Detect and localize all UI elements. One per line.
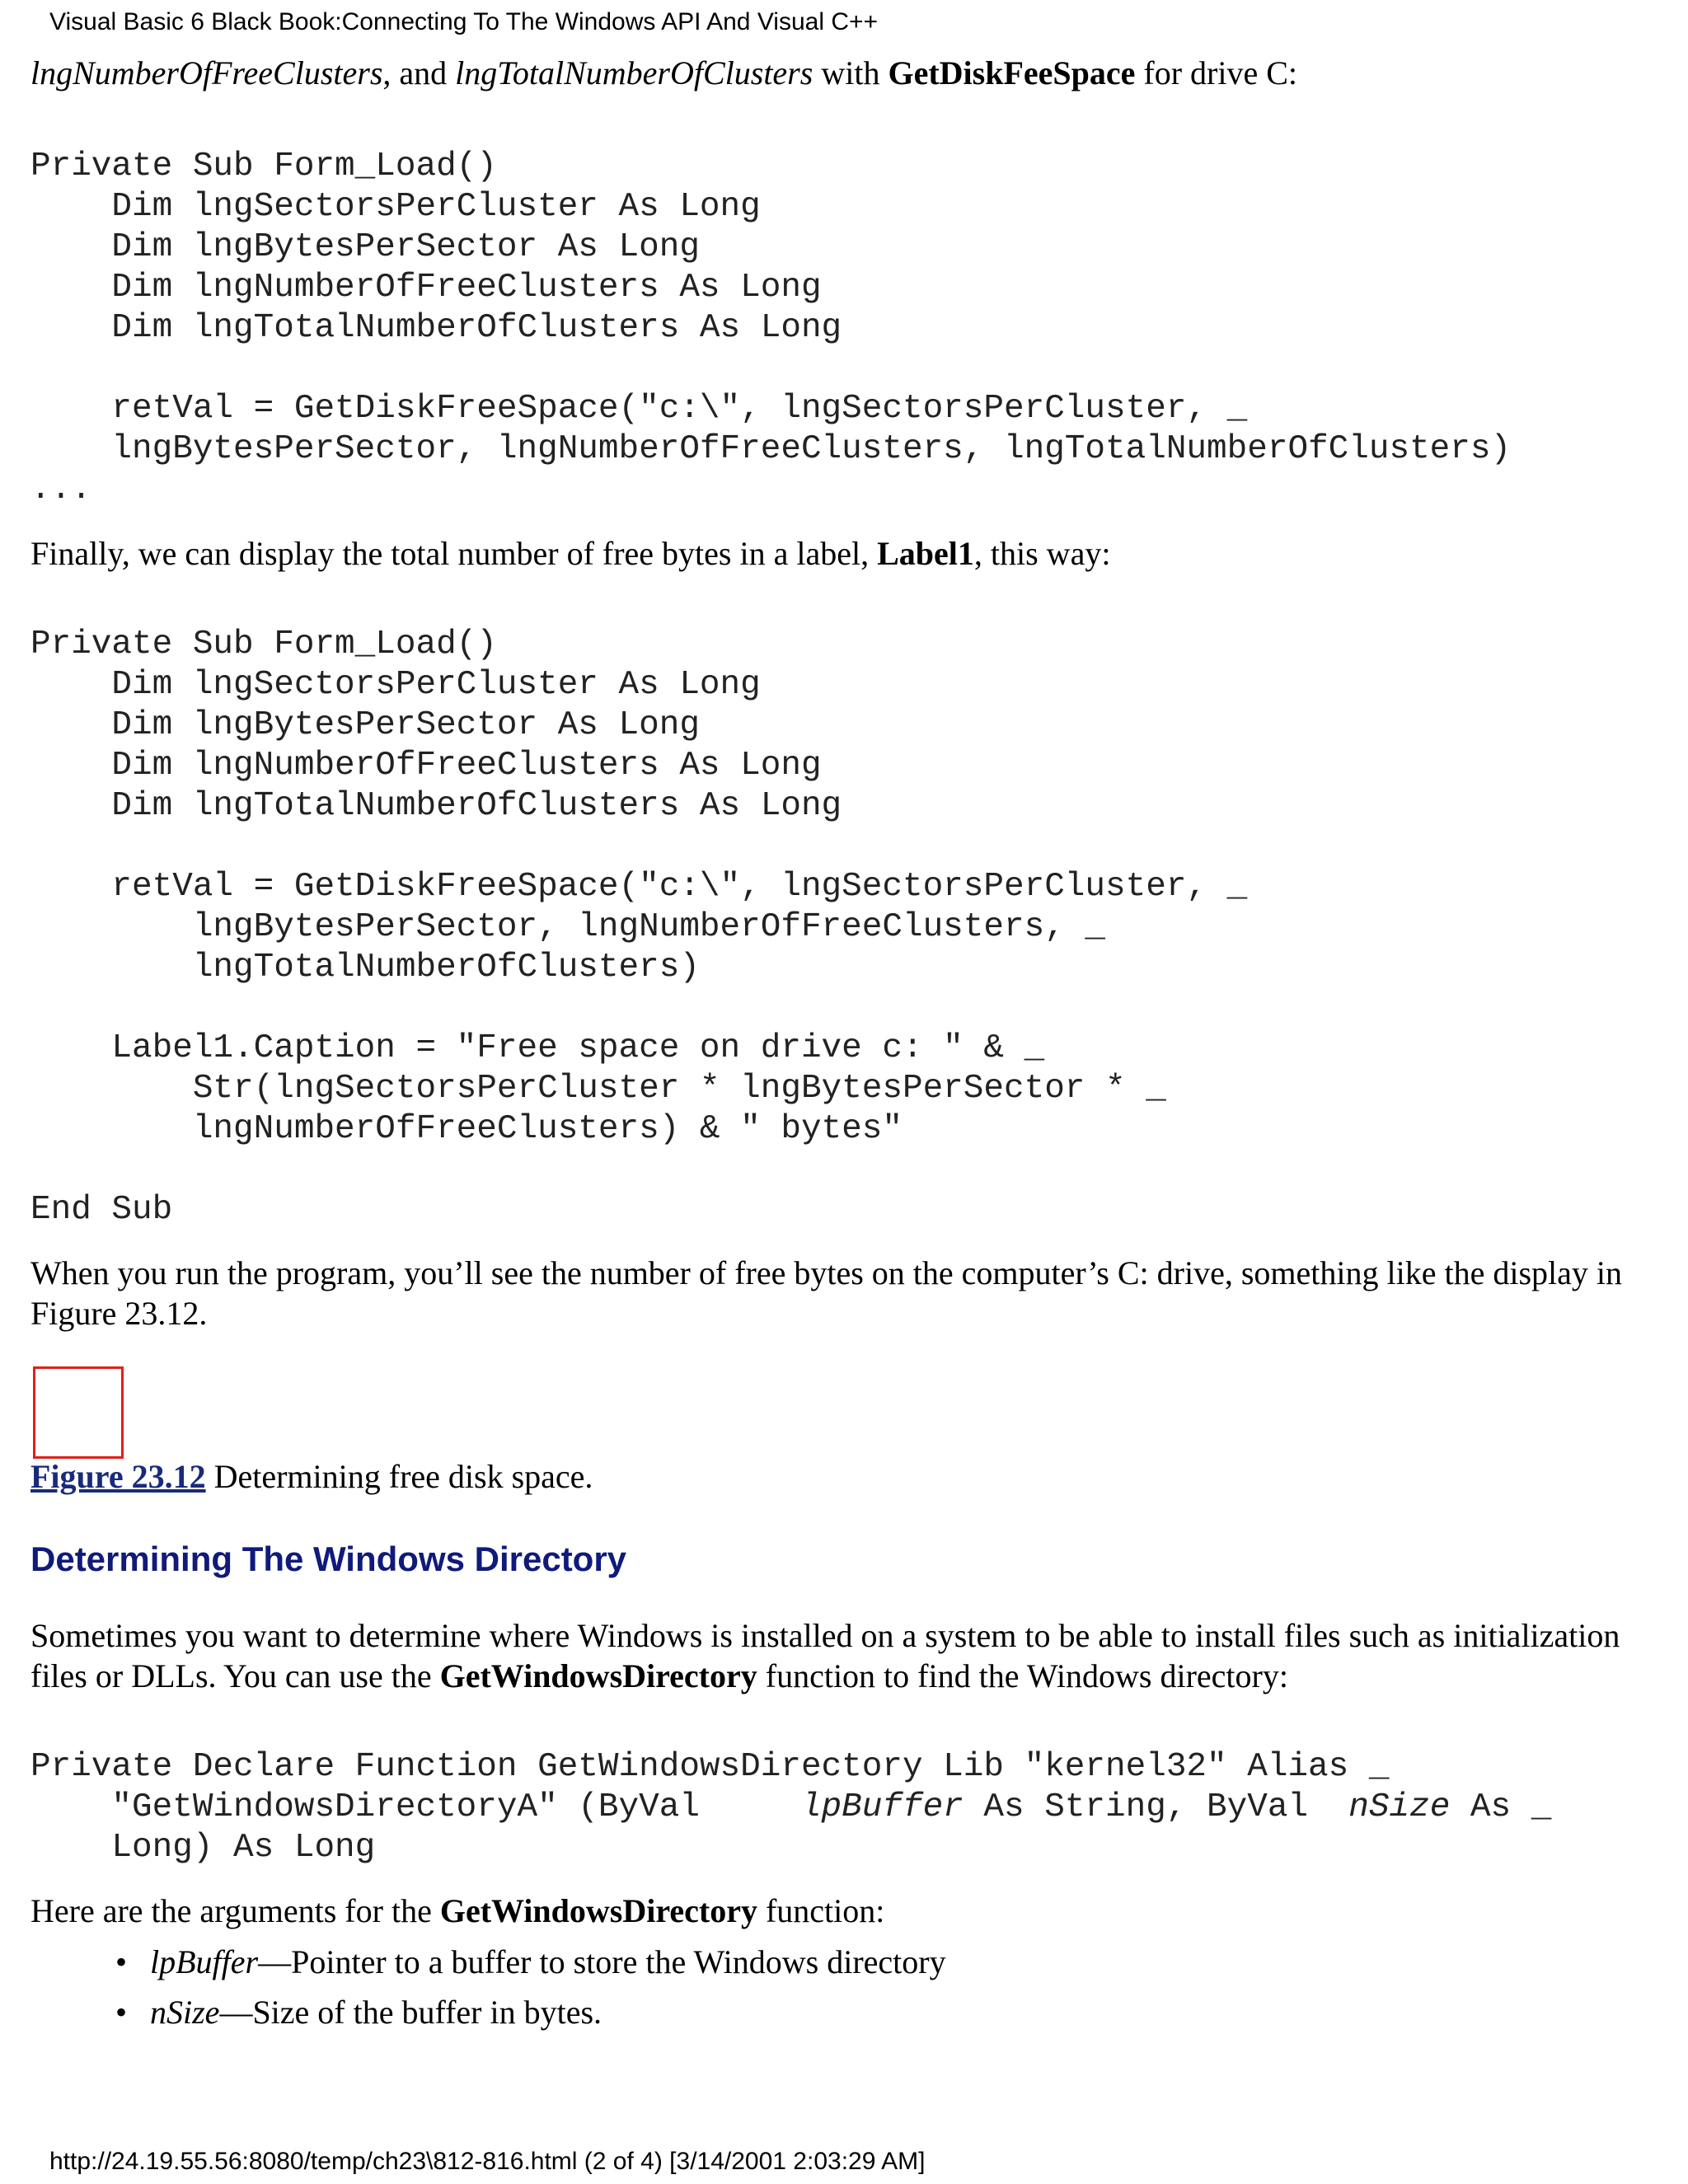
- function-name-getwindowsdirectory: GetWindowsDirectory: [439, 1657, 757, 1694]
- label-text-1: Finally, we can display the total number of free bytes in a label,: [30, 535, 878, 572]
- label1-name: Label1: [877, 535, 974, 572]
- code-block-form-load-2: Private Sub Form_Load() Dim lngSectorsPerCluster As Long Dim lngBytesPerSector As Long Dim lngNumberOfFreeClusters As Long Dim lngTotalNumberOfClusters As Long retVal = GetDiskFreeSpace("c:\", lngSectorsPerCluster, _ lngBytesPerSector, lngNumberOfFreeClusters, _ lngTotalNumberOfClusters) Label1.Caption = "Free space on drive c: " & _ Str(lngSectorsPerCluster * lngBytesPerSector * _ lngNumberOfFreeClusters) & " bytes" End Sub: [30, 626, 1248, 1229]
- declare-line-2b: As String, ByVal: [963, 1788, 1349, 1826]
- declare-line-3: Long) As Long: [30, 1829, 376, 1867]
- declare-line-1: Private Declare Function GetWindowsDirectory Lib "kernel32" Alias _: [30, 1748, 1390, 1786]
- windir-text-2: function to find the Windows directory:: [757, 1657, 1288, 1694]
- page-footer-url: http://24.19.55.56:8080/temp/ch23\812-816.html (2 of 4) [3/14/2001 2:03:29 AM]: [49, 2148, 926, 2175]
- intro-text-3: for drive C:: [1135, 54, 1298, 91]
- label-text-2: , this way:: [973, 535, 1111, 572]
- figure-link[interactable]: Figure 23.12: [30, 1458, 206, 1495]
- figure-caption: [30, 1457, 593, 1497]
- intro-text-2: with: [813, 54, 889, 91]
- windir-paragraph: [30, 1615, 1646, 1696]
- intro-text-1: , and: [382, 54, 456, 91]
- arg-desc: —Pointer to a buffer to store the Windows directory: [258, 1943, 946, 1980]
- function-name-getdiskfeespace: GetDiskFeeSpace: [888, 54, 1136, 91]
- page-header-title: Visual Basic 6 Black Book:Connecting To The Windows API And Visual C++: [49, 8, 879, 35]
- list-item: [115, 1937, 946, 1987]
- var-total-clusters: lngTotalNumberOfClusters: [455, 54, 814, 91]
- args-paragraph: [30, 1891, 1646, 1931]
- windir-text-1: Sometimes you want to determine where Windows is installed on a system to be able to install files such as initialization files or DLLs. You can use the: [30, 1617, 1620, 1694]
- declare-line-2c: As _: [1450, 1788, 1552, 1826]
- code-block-form-load-1: Private Sub Form_Load() Dim lngSectorsPerCluster As Long Dim lngBytesPerSector As Long Dim lngNumberOfFreeClusters As Long Dim lngTotalNumberOfClusters As Long retVal = GetDiskFreeSpace("c:\", lngSectorsPerCluster, _ lngBytesPerSector, lngNumberOfFreeClusters, lngTotalNumberOfClusters) ...: [30, 148, 1512, 509]
- param-lpbuffer: lpBuffer: [800, 1788, 964, 1826]
- param-nsize: nSize: [1348, 1788, 1451, 1826]
- arg-name: lpBuffer: [150, 1943, 259, 1980]
- figure-placeholder-image: [33, 1366, 124, 1459]
- code-block-declare: [30, 1747, 1551, 1868]
- figure-caption-text: Determining free disk space.: [205, 1458, 593, 1495]
- list-item: [115, 1987, 946, 2037]
- bullet-icon: •: [115, 1943, 128, 1980]
- args-text-1: Here are the arguments for the: [30, 1892, 440, 1929]
- run-paragraph: When you run the program, you’ll see the number of free bytes on the computer’s C: drive, something like the display in Figure 23.12.: [30, 1254, 1623, 1332]
- section-heading: Determining The Windows Directory: [30, 1540, 627, 1578]
- argument-list: [115, 1937, 946, 2037]
- label-paragraph: [30, 533, 1646, 574]
- bullet-icon: •: [115, 1994, 128, 2031]
- args-function-name: GetWindowsDirectory: [439, 1892, 757, 1929]
- intro-paragraph: [30, 53, 1646, 93]
- var-free-clusters: lngNumberOfFreeClusters: [30, 54, 383, 91]
- args-text-2: function:: [757, 1892, 885, 1929]
- arg-name: nSize: [150, 1994, 220, 2031]
- arg-desc: —Size of the buffer in bytes.: [219, 1994, 603, 2031]
- declare-line-2a: "GetWindowsDirectoryA" (ByVal: [30, 1788, 801, 1826]
